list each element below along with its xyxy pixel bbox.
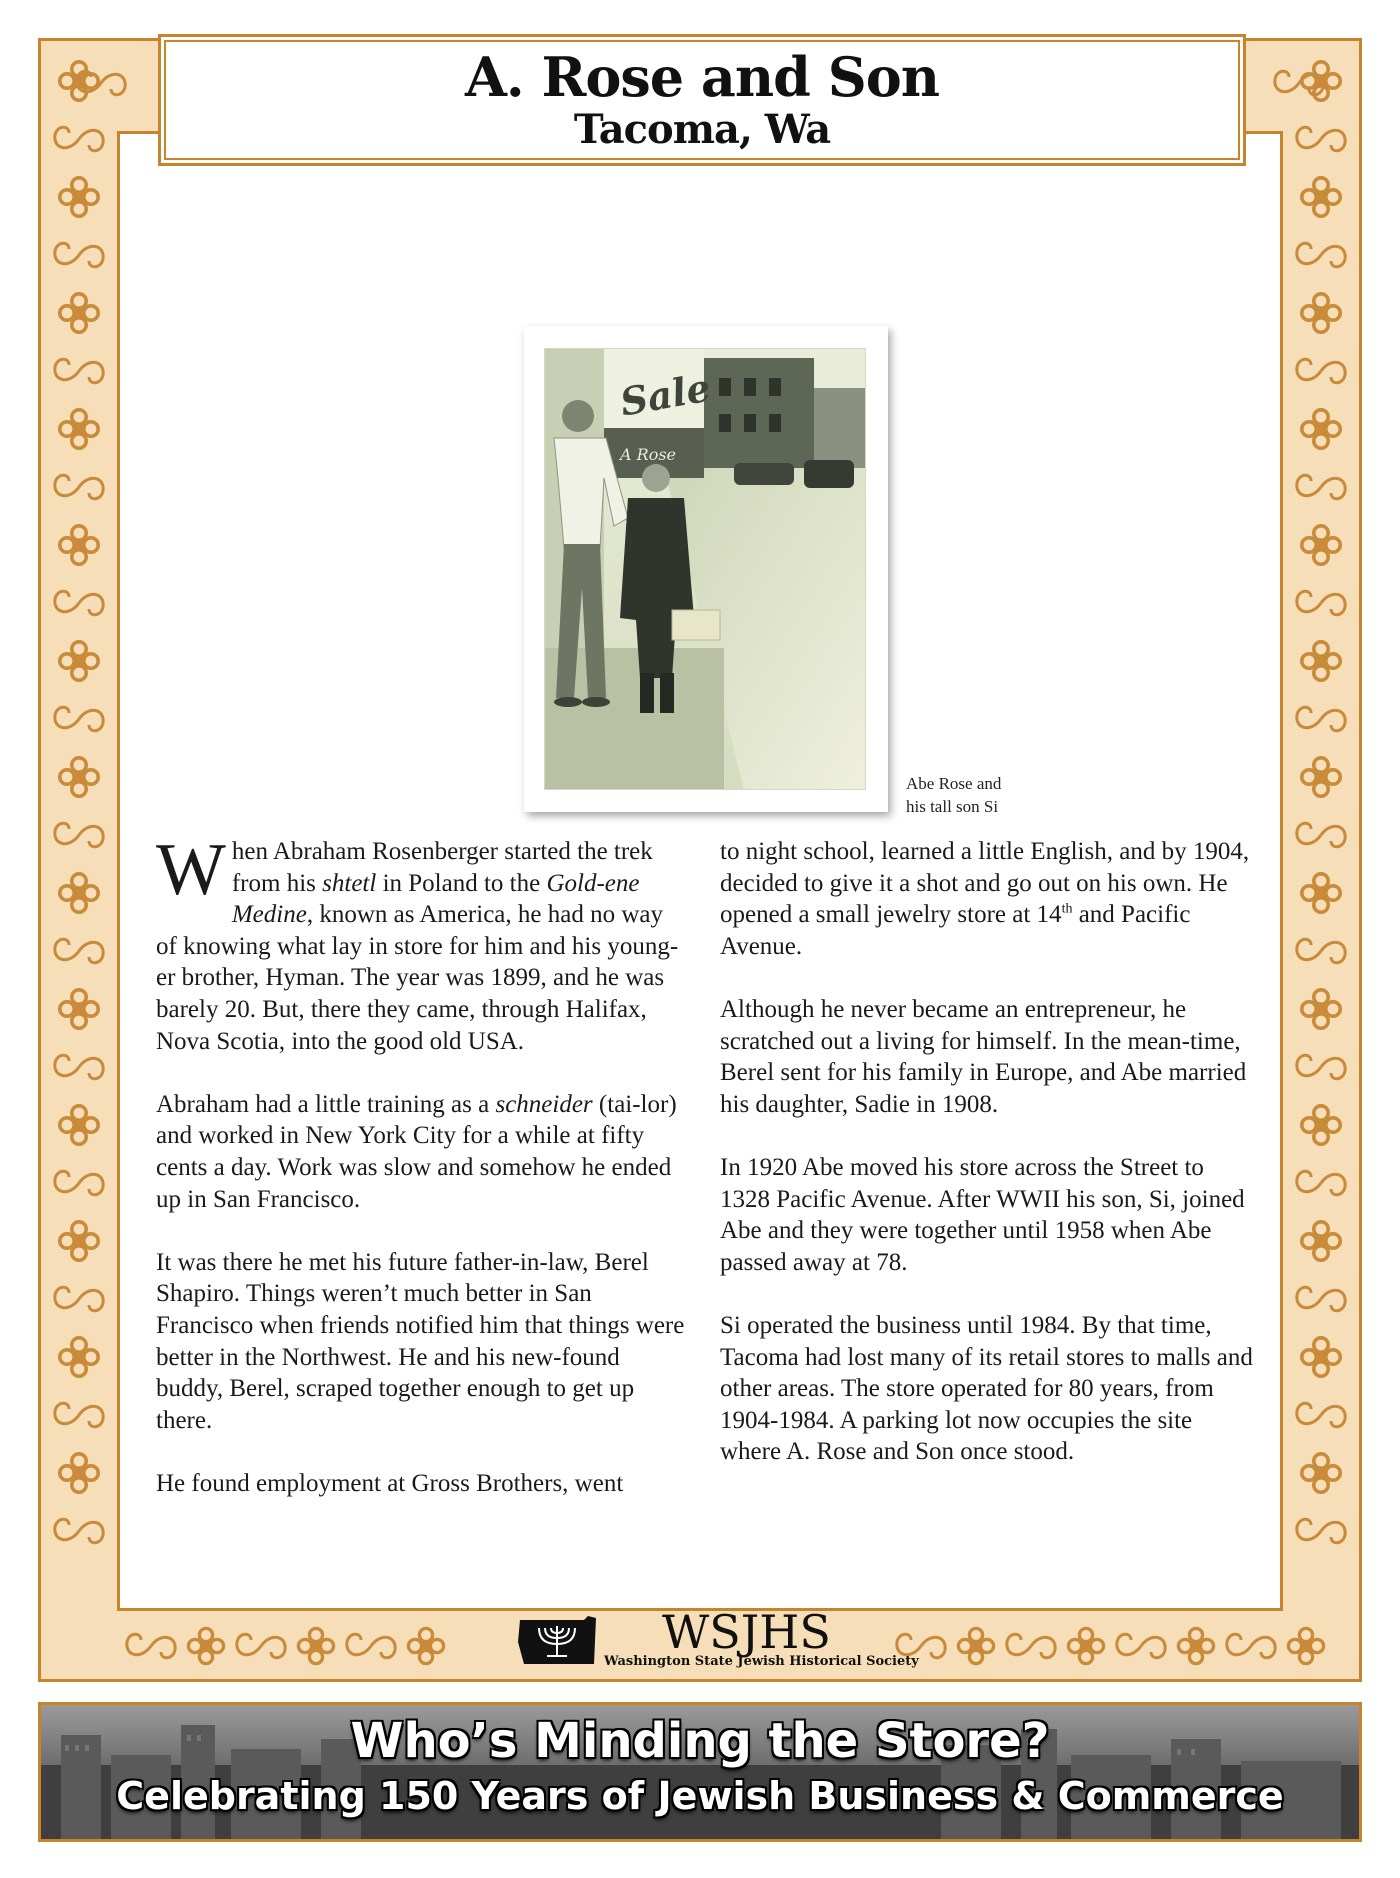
flower-ornament-icon: [958, 1628, 993, 1663]
flower-ornament-icon: [1302, 178, 1340, 216]
flower-ornament-icon: [1288, 1628, 1323, 1663]
flower-ornament-icon: [1302, 526, 1340, 564]
scroll-ornament-icon: [55, 243, 103, 267]
paragraph-1: When Abraham Rosenberger started the trek from his shtetl in Poland to the Gold-ene Medine, known as America, he had no way of knowing what lay in store for him and his young-er brother, Hyman. The year was 1899, and he was barely 20. But, there they came, through Halifax, Nova Scotia, into the good old USA.: [156, 829, 679, 1055]
banner-subheadline: Celebrating 150 Years of Jewish Business & Commerce: [116, 1774, 1284, 1818]
scroll-ornament-icon: [1297, 475, 1345, 499]
flower-ornament-icon: [60, 642, 98, 680]
scroll-ornament-icon: [1227, 1634, 1275, 1658]
flower-ornament-icon: [1302, 1338, 1340, 1376]
caption-line-2: his tall son Si: [906, 797, 999, 816]
flower-ornament-icon: [60, 1222, 98, 1260]
scroll-ornament-icon: [1297, 823, 1345, 847]
photo-caption: [906, 772, 1001, 818]
scroll-ornament-icon: [1297, 243, 1345, 267]
flower-ornament-icon: [1302, 62, 1340, 100]
flower-ornament-icon: [60, 1338, 98, 1376]
flower-ornament-icon: [1302, 410, 1340, 448]
scroll-ornament-icon: [1297, 1171, 1345, 1195]
scroll-ornament-icon: [1297, 1055, 1345, 1079]
scroll-ornament-icon: [55, 127, 103, 151]
storefront-photo-image: [544, 348, 866, 790]
scroll-ornament-icon: [1297, 707, 1345, 731]
scroll-ornament-icon: [237, 1634, 285, 1658]
scroll-ornament-icon: [1297, 359, 1345, 383]
scroll-ornament-icon: [1297, 1287, 1345, 1311]
paragraph-5: to night school, learned a little English, and by 1904, decided to give it a shot and go out on his own. He opened a small jewelry store at 14th and Pacific Avenue.: [720, 838, 1250, 960]
logo-full-name: Washington State Jewish Historical Society: [604, 1654, 919, 1669]
drop-cap: W: [156, 829, 226, 911]
flower-ornament-icon: [188, 1628, 223, 1663]
scroll-ornament-icon: [1297, 591, 1345, 615]
scroll-ornament-icon: [347, 1634, 395, 1658]
exhibit-banner: [38, 1702, 1362, 1842]
scroll-ornament-icon: [55, 475, 103, 499]
scroll-ornament-icon: [1007, 1634, 1055, 1658]
flower-ornament-icon: [1302, 758, 1340, 796]
flower-ornament-icon: [60, 1454, 98, 1492]
page-subtitle: Tacoma, Wa: [573, 106, 831, 153]
article-column-right: [720, 836, 1254, 1499]
scroll-ornament-icon: [1117, 1634, 1165, 1658]
paragraph-6: Although he never became an entrepreneur, he scratched out a living for himself. In the mean-time, Berel sent for his family in Europe, and Abe married his daughter, Sadie in 1908.: [720, 995, 1247, 1118]
flower-ornament-icon: [1178, 1628, 1213, 1663]
flower-ornament-icon: [298, 1628, 333, 1663]
flower-ornament-icon: [1302, 1454, 1340, 1492]
flower-ornament-icon: [1302, 990, 1340, 1028]
flower-ornament-icon: [60, 874, 98, 912]
scroll-ornament-icon: [1297, 127, 1345, 151]
paragraph-7: In 1920 Abe moved his store across the Street to 1328 Pacific Avenue. After WWII his son, Si, joined Abe and they were together until 1958 when Abe passed away at 78.: [720, 1153, 1245, 1276]
scroll-ornament-icon: [1297, 939, 1345, 963]
scroll-ornament-icon: [55, 1403, 103, 1427]
flower-ornament-icon: [1302, 642, 1340, 680]
flower-ornament-icon: [1302, 874, 1340, 912]
paragraph-8: Si operated the business until 1984. By that time, Tacoma had lost many of its retail stores to malls and other areas. The store operated for 80 years, from 1904-1984. A parking lot now occupies the site where A. Rose and Son once stood.: [720, 1311, 1253, 1466]
scroll-ornament-icon: [55, 359, 103, 383]
historic-photo: [524, 326, 888, 812]
sale-sign-text: Sale: [616, 364, 714, 425]
paragraph-2: Abraham had a little training as a schneider (tai-lor) and worked in New York City for a while at fifty cents a day. Work was slow and somehow he ended up in San Francisco.: [156, 1090, 677, 1213]
logo-acronym: WSJHS: [662, 1605, 831, 1659]
flower-ornament-icon: [60, 990, 98, 1028]
flower-ornament-icon: [60, 758, 98, 796]
scroll-ornament-icon: [55, 939, 103, 963]
flower-ornament-icon: [60, 526, 98, 564]
flower-ornament-icon: [60, 1106, 98, 1144]
caption-line-1: Abe Rose and: [906, 774, 1002, 793]
scroll-ornament-icon: [127, 1634, 175, 1658]
scroll-ornament-icon: [1297, 1519, 1345, 1543]
scroll-ornament-icon: [1297, 1403, 1345, 1427]
flower-ornament-icon: [60, 294, 98, 332]
flower-ornament-icon: [60, 178, 98, 216]
scroll-ornament-icon: [55, 707, 103, 731]
scroll-ornament-icon: [55, 823, 103, 847]
scroll-ornament-icon: [55, 1055, 103, 1079]
title-box: [158, 34, 1246, 166]
article-column-left: [156, 829, 686, 1531]
paragraph-4: He found employment at Gross Brothers, went: [156, 1469, 624, 1497]
flower-ornament-icon: [60, 410, 98, 448]
storefront-sign-text: A Rose: [620, 445, 676, 464]
paragraph-3: It was there he met his future father-in-law, Berel Shapiro. Things weren’t much better in San Francisco when friends notified him that things were better in the Northwest. He and his new-found buddy, Berel, scraped together enough to get up there.: [156, 1248, 685, 1434]
flower-ornament-icon: [1302, 294, 1340, 332]
scroll-ornament-icon: [55, 591, 103, 615]
flower-ornament-icon: [1302, 1222, 1340, 1260]
scroll-ornament-icon: [55, 1171, 103, 1195]
scroll-ornament-icon: [55, 1287, 103, 1311]
page-title: A. Rose and Son: [464, 45, 940, 109]
banner-headline: Who’s Minding the Store?: [350, 1713, 1050, 1769]
flower-ornament-icon: [1068, 1628, 1103, 1663]
flower-ornament-icon: [60, 62, 98, 100]
scroll-ornament-icon: [55, 1519, 103, 1543]
flower-ornament-icon: [1302, 1106, 1340, 1144]
flower-ornament-icon: [408, 1628, 443, 1663]
